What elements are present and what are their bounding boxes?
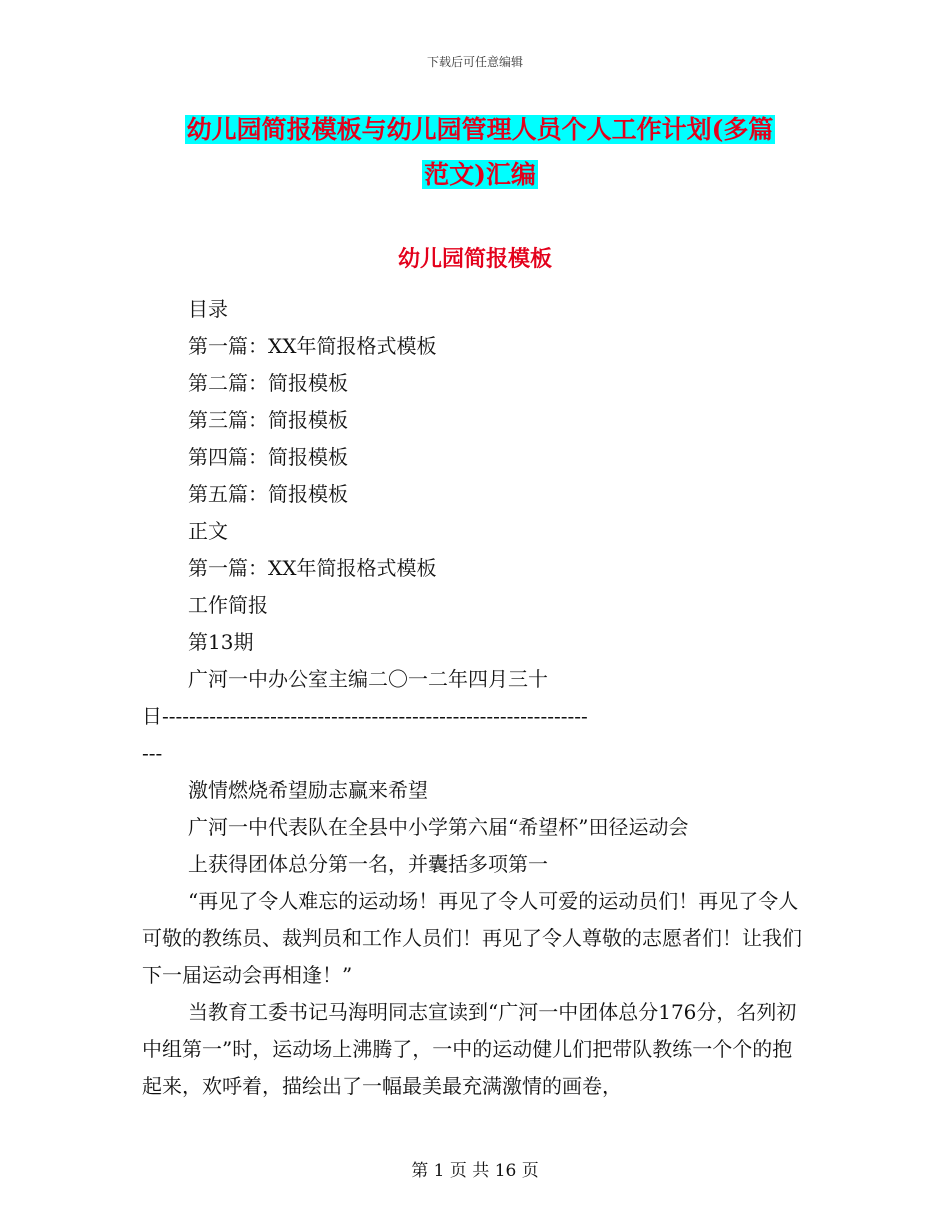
news-headline: 激情燃烧希望励志赢来希望 xyxy=(188,778,428,802)
header-note: 下载后可任意编辑 xyxy=(426,55,523,69)
toc-item: 第一篇：XX年简报格式模板 xyxy=(188,334,437,358)
toc-heading: 目录 xyxy=(188,297,228,321)
body-paragraph: 当教育工委书记马海明同志宣读到“广河一中团体总分176分，名列初中组第一”时，运动场上沸腾了，一中的运动健儿们把带队教练一个个的抱起来，欢呼着，描绘出了一幅最美最充满激情的画卷， xyxy=(142,1000,797,1098)
toc-item: 第三篇：简报模板 xyxy=(188,408,348,432)
toc-item: 第二篇：简报模板 xyxy=(188,371,348,395)
section-title: 幼儿园简报模板 xyxy=(397,246,552,272)
body-heading: 正文 xyxy=(188,519,228,543)
issue-number: 第13期 xyxy=(188,630,254,654)
quote-paragraph: “再见了令人难忘的运动场！再见了令人可爱的运动员们！再见了令人可敬的教练员、裁判员和工作人员们！再见了令人尊敬的志愿者们！让我们下一届运动会再相逢！” xyxy=(142,889,802,987)
toc-item: 第四篇：简报模板 xyxy=(188,445,348,469)
chapter-title: 第一篇：XX年简报格式模板 xyxy=(188,556,437,580)
toc-item: 第五篇：简报模板 xyxy=(188,482,348,506)
report-name: 工作简报 xyxy=(188,593,268,617)
page-footer: 第 1 页 共 16 页 xyxy=(411,1161,539,1181)
news-subhead: 上获得团体总分第一名，并囊括多项第一 xyxy=(188,852,548,876)
dash-line-tail: --- xyxy=(142,741,163,765)
date-dash-line: 日--------------------------------------------------------------- xyxy=(142,704,588,728)
document-title-line-2: 范文)汇编 xyxy=(424,160,536,189)
document-body xyxy=(142,291,812,1105)
document-title-line-1: 幼儿园简报模板与幼儿园管理人员个人工作计划(多篇 xyxy=(186,115,774,144)
news-subhead: 广河一中代表队在全县中小学第六届“希望杯”田径运动会 xyxy=(188,815,689,839)
editor-line: 广河一中办公室主编二〇一二年四月三十 xyxy=(188,667,548,691)
